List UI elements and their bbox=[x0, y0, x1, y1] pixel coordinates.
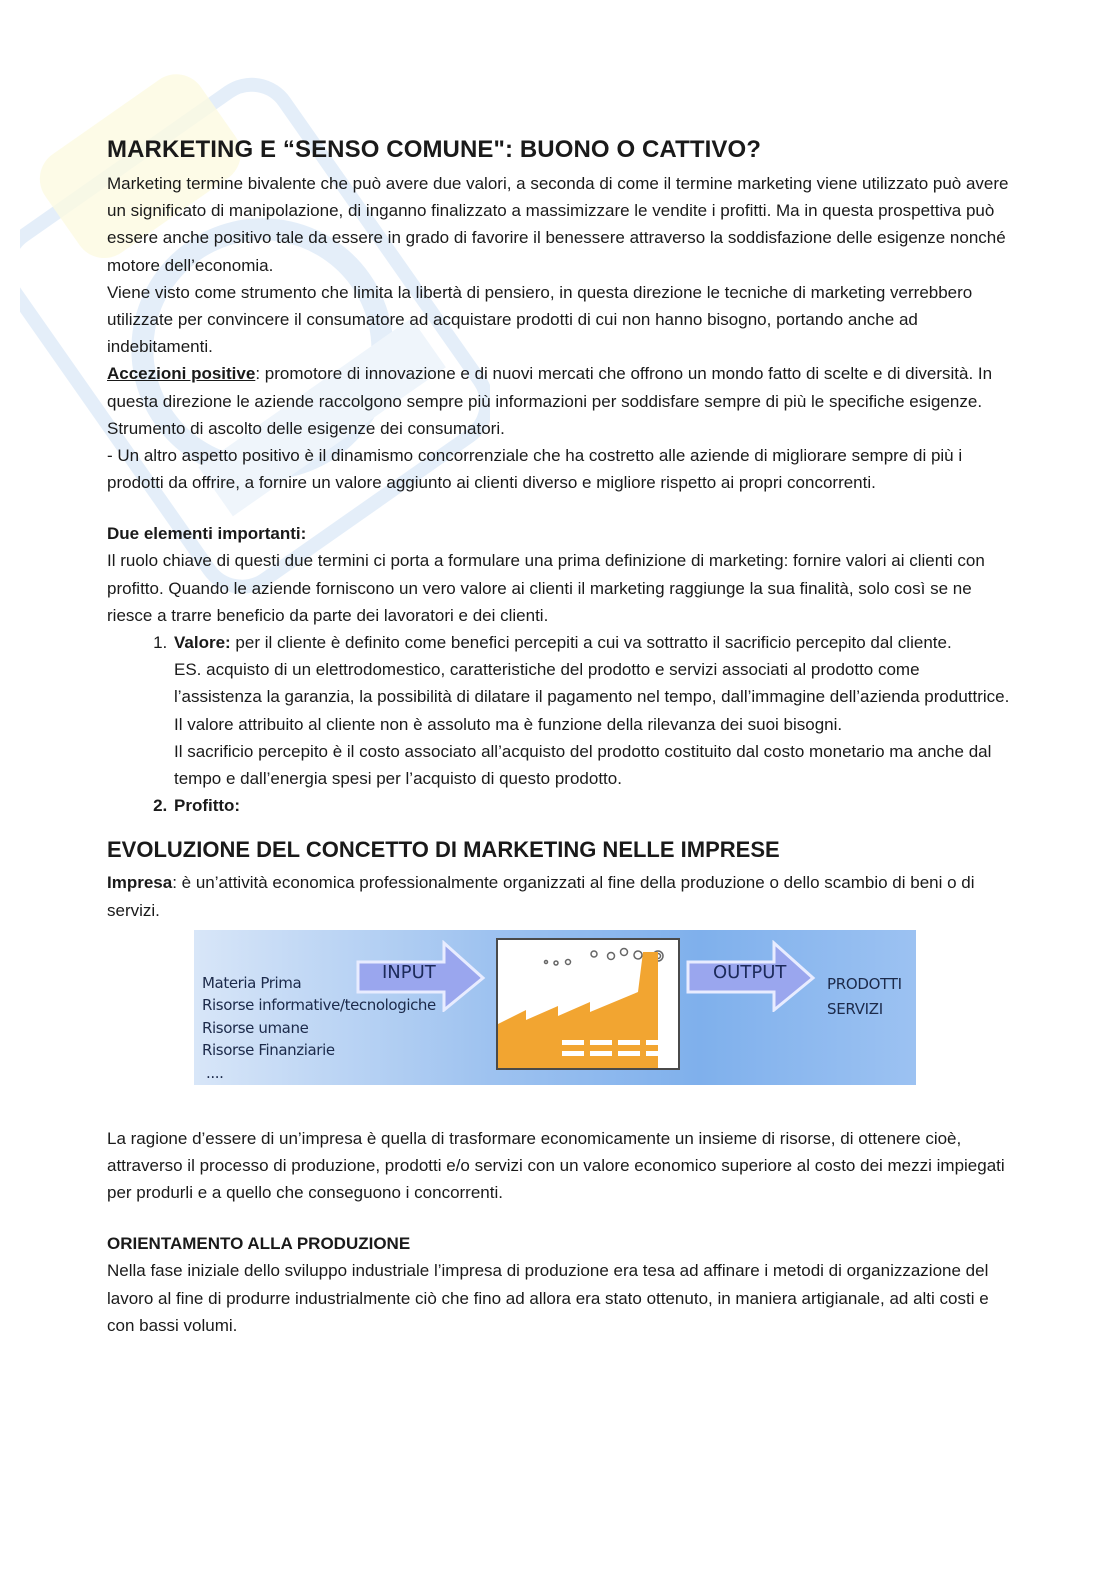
valore-sacrifice: Il sacrificio percepito è il costo associato all’acquisto del prodotto costituito dal costo monetario ma anche dal tempo e dall’energia spesi per l’acquisto di questo prodotto. bbox=[174, 741, 992, 789]
input-label: INPUT bbox=[382, 961, 436, 983]
impresa-paragraph bbox=[107, 869, 1012, 923]
accezioni-text: : promotore di innovazione e di nuovi mercati che offrono un mondo fatto di scelte e di diversità. In questa direzione le aziende raccolgono sempre più informazioni per soddisfare sempre di più le specifiche esigenze. Strumento di ascolto delle esigenze dei consumatori. bbox=[107, 364, 993, 438]
intro-paragraph-1: Marketing termine bivalente che può avere due valori, a seconda di come il termine marketing viene utilizzato può avere un significato di manipolazione, di inganno finalizzato a massimizzare le vendite i profitti. Ma in questa prospettiva può essere anche positivo tale da essere in grado di favorire il benessere attraverso la soddisfazione delle esigenze nonché motore dell’economia. bbox=[107, 174, 1009, 275]
valore-text: per il cliente è definito come benefici percepiti a cui va sottratto il sacrificio percepito dal cliente. bbox=[230, 633, 952, 653]
valore-label: Valore: bbox=[174, 633, 231, 653]
diagram-output-item: SERVIZI bbox=[827, 999, 883, 1018]
diagram-outputs bbox=[827, 972, 902, 1022]
valore-relevance: Il valore attribuito al cliente non è assoluto ma è funzione della rilevanza dei suoi bisogni. bbox=[174, 714, 843, 734]
dinamismo-paragraph: - Un altro aspetto positivo è il dinamismo concorrenziale che ha costretto alle aziende di migliorare sempre di più i prodotti da offrire, a fornire un valore aggiunto ai clienti diverso e migliore rispetto ai propri concorrenti. bbox=[107, 446, 963, 493]
diagram-input-item: Materia Prima bbox=[202, 973, 302, 992]
input-output-diagram bbox=[194, 930, 916, 1085]
factory-icon bbox=[496, 938, 680, 1070]
evoluzione-heading: EVOLUZIONE DEL CONCETTO DI MARKETING NELLE IMPRESE bbox=[107, 837, 780, 863]
diagram-output-item: PRODOTTI bbox=[827, 974, 902, 993]
due-elementi-paragraph: Il ruolo chiave di questi due termini ci porta a formulare una prima definizione di marketing: fornire valori ai clienti con profitto. Quando le aziende forniscono un vero valore ai clienti il marketing raggiunge la sua finalità, solo così se ne riesce a trarre beneficio da parte dei lavoratori e dei clienti. bbox=[107, 551, 985, 625]
valore-example: ES. acquisto di un elettrodomestico, caratteristiche del prodotto e servizi associati al prodotto come l’assistenza la garanzia, la possibilità di dilatare il pagamento nel tempo, dall’immagine dell’azienda produttrice. bbox=[174, 660, 1010, 707]
diagram-input-item: Risorse Finanziarie bbox=[202, 1041, 335, 1060]
page-title: MARKETING E “SENSO COMUNE": BUONO O CATTIVO? bbox=[107, 136, 762, 163]
diagram-input-item: .... bbox=[206, 1063, 224, 1082]
profitto-label: Profitto: bbox=[174, 796, 241, 816]
output-label: OUTPUT bbox=[713, 961, 787, 983]
orientamento-heading: ORIENTAMENTO ALLA PRODUZIONE bbox=[107, 1234, 411, 1254]
accezioni-paragraph bbox=[107, 360, 1012, 442]
accezioni-label: Accezioni positive bbox=[107, 364, 256, 384]
list-item-valore bbox=[172, 629, 1012, 792]
orientamento-paragraph: Nella fase iniziale dello sviluppo industriale l’impresa di produzione era tesa ad affinare i metodi di organizzazione del lavoro al fine di produrre industrialmente ciò che fino ad allora era stato ottenuto, in maniera artigianale, ad alti costi e con bassi volumi. bbox=[107, 1261, 989, 1335]
diagram-input-item: Risorse informative/tecnologiche bbox=[202, 996, 436, 1015]
intro-paragraph-2: Viene visto come strumento che limita la libertà di pensiero, in questa direzione le tecniche di marketing verrebbero utilizzate per convincere il consumatore ad acquistare prodotti di cui non hanno bisogno, portando anche ad indebitamenti. bbox=[107, 282, 973, 357]
impresa-label: Impresa bbox=[107, 873, 173, 893]
ragione-paragraph: La ragione d’essere di un’impresa è quella di trasformare economicamente un insieme di risorse, di ottenere cioè, attraverso il processo di produzione, prodotti e/o servizi con un valore economico superiore al costo dei mezzi impiegati per produrli e a quello che conseguono i concorrenti. bbox=[107, 1128, 1005, 1203]
diagram-input-item: Risorse umane bbox=[202, 1018, 309, 1037]
document-body bbox=[107, 136, 1012, 1339]
list-item-profitto bbox=[172, 792, 1012, 819]
elements-list bbox=[107, 629, 1012, 819]
impresa-text: : è un’attività economica professionalmente organizzati al fine della produzione o dello scambio di beni o di servizi. bbox=[107, 873, 975, 920]
due-elementi-heading: Due elementi importanti: bbox=[107, 524, 307, 544]
